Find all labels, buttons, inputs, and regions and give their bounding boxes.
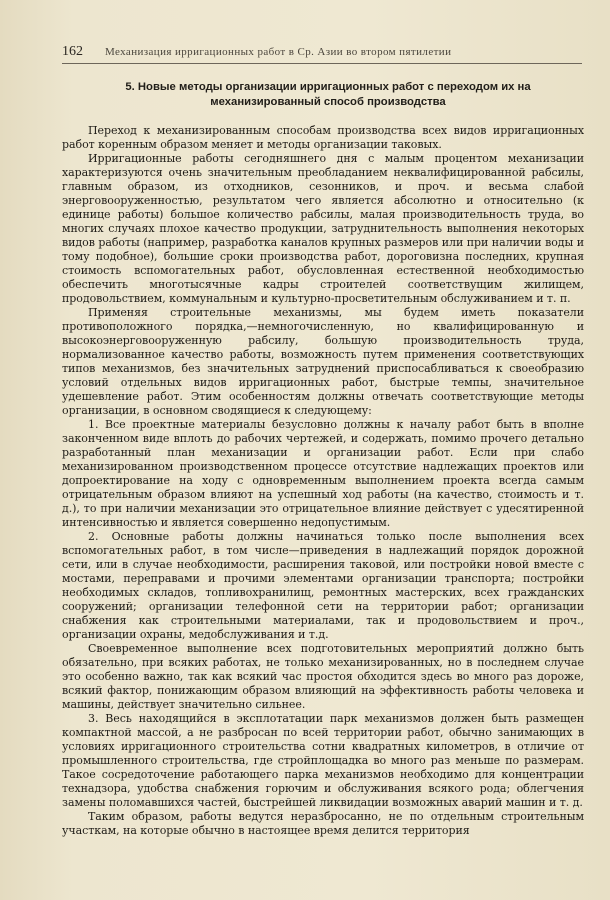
paragraph: Таким образом, работы ведутся неразбросанно, не по отдельным строительным участкам, на которые обычно в настоящее время делится территория xyxy=(62,810,584,837)
paragraph: Применяя строительные механизмы, мы будем иметь показатели противоположного порядка,—немногочисленную, но квалифицированную и высокоэнерговооруженную рабсилу, большую производительность труда, нормализованное качество работы, возможность путем применения соответствующих типов механизмов, без значительных затруднений приспосабливаться к своеобразию условий отдельных видов ирригационных работ, быстрые темпы, значительное удешевление работ. Этим особенностям должны отвечать соответствующие методы организации, в основном сводящиеся к следующему: xyxy=(62,306,584,417)
page-number: 162 xyxy=(62,44,83,59)
running-title: Механизация ирригационных работ в Ср. Азии во втором пятилетии xyxy=(105,46,452,58)
paragraph: Своевременное выполнение всех подготовительных мероприятий должно быть обязательно, при всяких работах, не только механизированных, но в последнем случае это особенно важно, так как всякий час простоя обходится здесь во много раз дороже, всякий фактор, понижающим образом влияющий на эффективность работы человека и машины, действует значительно сильнее. xyxy=(62,642,584,711)
paragraph: 3. Весь находящийся в эксплотатации парк механизмов должен быть размещен компактной массой, а не разбросан по всей территории работ, обычно занимающих в условиях ирригационного строительства сотни квадратных километров, в отличие от промышленного строительства, где стройплощадка во много раз меньше по размерам. Такое сосредоточение работающего парка механизмов необходимо для концентрации технадзора, удобства снабжения горючим и обслуживания всякого рода; облегчения замены поломавшихся частей, быстрейшей ликвидации возможных аварий машин и т. д. xyxy=(62,712,584,809)
paragraph: Ирригационные работы сегодняшнего дня с малым процентом механизации характеризуются очень значительным преобладанием неквалифицированной рабсилы, главным образом, из отходников, сезонников, и проч. и весьма слабой энерговооруженностью, результатом чего является абсолютно и относительно (к единице работы) большое количество рабсилы, малая производительность труда, во многих случаях плохое качество продукции, затруднительность выполнения некоторых видов работы (например, разработка каналов крупных размеров или при наличии воды и тому подобное), большие сроки производства работ, дороговизна последних, крупная стоимость вспомогательных работ, обусловленная естественной необходимостью обеспечить многотысячные кадры строителей соответствущим жилищем, продовольствием, коммунальным и культурно-просветительным обслуживанием и т. п. xyxy=(62,152,584,305)
paragraph: 1. Все проектные материалы безусловно должны к началу работ быть в вполне законченном виде вплоть до рабочих чертежей, и содержать, помимо прочего детально разработанный план механизации и организации работ. Если при слабо механизированном производственном процессе отсутствие надлежащих проектов или допроектирование на ходу с одновременным выполнением проекта всегда самым отрицательным образом влияют на успешный ход работы (на качество, стоимость и т. д.), то при наличии механизации это отрицательное влияние действует с удесятиренной интенсивностью и является совершенно недопустимым. xyxy=(62,418,584,529)
page-header xyxy=(62,44,582,64)
section-heading: 5. Новые методы организации ирригационных работ с переходом их на механизированный способ производства xyxy=(125,81,531,108)
paragraph: 2. Основные работы должны начинаться только после выполнения всех вспомогательных работ, в том числе—приведения в надлежащий порядок дорожной сети, или в случае необходимости, расширения таковой, или постройки новой вместе с мостами, переправами и прочими элементами организации транспорта; постройки необходимых складов, топливохранилищ, ремонтных мастерских, всех гражданских сооружений; организации телефонной сети на территории работ; организации снабжения как строительными материалами, так и продовольствием и проч., организации охраны, медобслуживания и т.д. xyxy=(62,530,584,641)
paragraph: Переход к механизированным способам производства всех видов ирригационных работ коренным образом меняет и методы организации таковых. xyxy=(62,124,584,151)
body-text xyxy=(62,124,584,838)
